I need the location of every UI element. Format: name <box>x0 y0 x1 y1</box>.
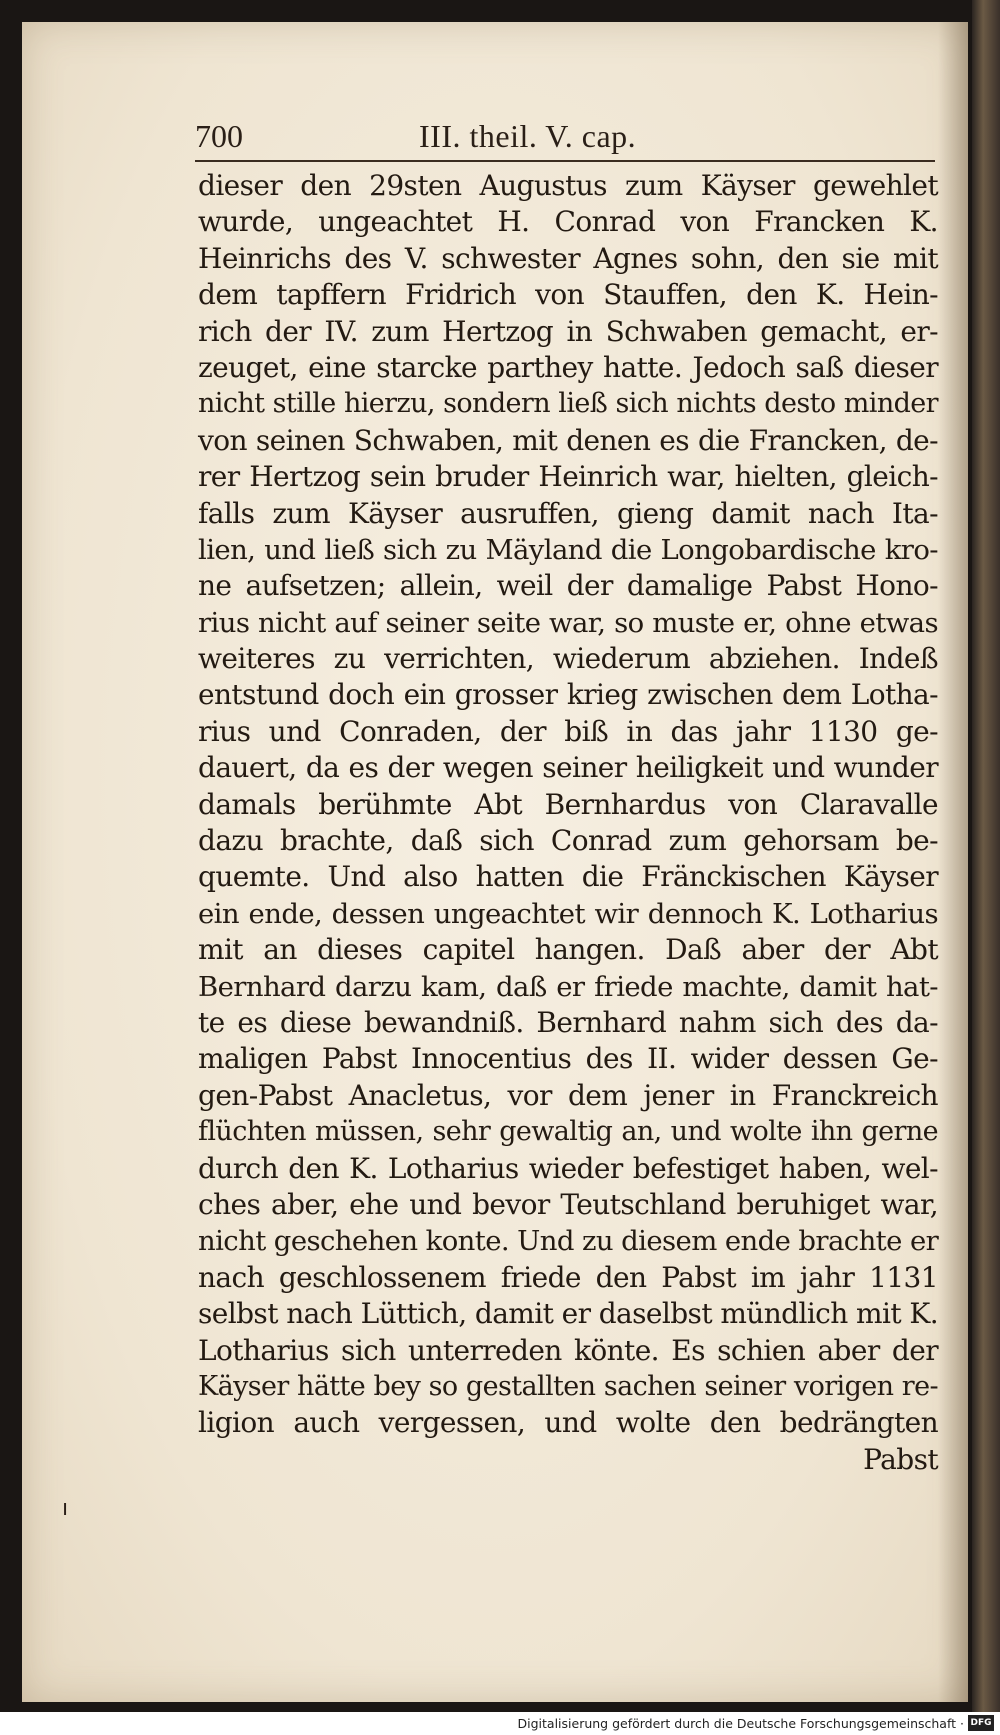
funding-credit: Digitalisierung gefördert durch die Deutsche Forschungsgemeinschaft · <box>517 1716 964 1731</box>
text-line: von seinen Schwaben, mit denen es die Francken, de- <box>198 423 938 457</box>
text-line: te es diese bewandniß. Bernhard nahm sich des da- <box>198 1005 938 1039</box>
body-text <box>198 168 938 1478</box>
page-gutter-shade <box>938 22 968 1702</box>
book-page-edge <box>972 0 1000 1712</box>
text-line: Heinrichs des V. schwester Agnes sohn, den sie mit <box>198 241 938 275</box>
catchword: Pabst <box>863 1442 938 1476</box>
text-line: zeuget, eine starcke parthey hatte. Jedoch saß dieser <box>198 350 938 384</box>
text-line: ein ende, dessen ungeachtet wir dennoch K. Lotharius <box>198 897 938 930</box>
text-line: Lotharius sich unterreden könte. Es schien aber der <box>198 1333 938 1367</box>
running-head: III. theil. V. cap. <box>419 118 637 154</box>
footer-bar <box>0 1712 1000 1735</box>
text-line: rich der IV. zum Hertzog in Schwaben gemacht, er- <box>198 314 938 348</box>
text-line: nicht geschehen konte. Und zu diesem ende brachte er <box>198 1225 939 1258</box>
margin-mark: ı <box>62 1496 69 1521</box>
header-rule <box>195 160 935 162</box>
page-number: 700 <box>195 118 243 154</box>
text-line: Bernhard darzu kam, daß er friede machte, damit hat- <box>198 970 938 1003</box>
text-line: dazu brachte, daß sich Conrad zum gehorsam be- <box>198 824 938 858</box>
text-line: ches aber, ehe und bevor Teutschland beruhiget war, <box>198 1187 938 1221</box>
text-line: ligion auch vergessen, und wolte den bedrängten <box>198 1406 938 1440</box>
text-line: nicht stille hierzu, sondern ließ sich nichts desto minder <box>198 388 938 420</box>
text-line: quemte. Und also hatten die Fränckischen Käyser <box>198 860 938 894</box>
text-line: maligen Pabst Innocentius des II. wider dessen Ge- <box>198 1042 938 1076</box>
dfg-logo: DFG <box>968 1715 994 1731</box>
text-line: durch den K. Lotharius wieder befestiget haben, wel- <box>198 1151 938 1185</box>
text-line: wurde, ungeachtet H. Conrad von Francken K. <box>198 205 938 239</box>
text-line: damals berühmte Abt Bernhardus von Claravalle <box>198 787 938 821</box>
text-line: weiteres zu verrichten, wiederum abziehen. Indeß <box>198 642 938 676</box>
text-line: rius und Conraden, der biß in das jahr 1130 ge- <box>198 714 938 748</box>
text-line: dieser den 29sten Augustus zum Käyser gewehlet <box>198 169 938 202</box>
text-line: falls zum Käyser ausruffen, gieng damit nach Ita- <box>198 496 938 530</box>
text-line: selbst nach Lüttich, damit er daselbst mündlich mit K. <box>198 1297 938 1331</box>
text-line: rius nicht auf seiner seite war, so muste er, ohne etwas <box>198 606 938 639</box>
page-header <box>195 118 935 158</box>
text-line: nach geschlossenem friede den Pabst im jahr 1131 <box>198 1260 938 1294</box>
text-line: rer Hertzog sein bruder Heinrich war, hielten, gleich- <box>198 460 938 494</box>
text-line: Käyser hätte bey so gestallten sachen seiner vorigen re- <box>198 1370 938 1402</box>
text-line: lien, und ließ sich zu Mäyland die Longobardische kro- <box>198 533 938 566</box>
text-line: mit an dieses capitel hangen. Daß aber der Abt <box>198 933 938 967</box>
text-line: gen-Pabst Anacletus, vor dem jener in Franckreich <box>198 1078 938 1112</box>
text-line: dem tapffern Fridrich von Stauffen, den K. Hein- <box>198 278 938 312</box>
text-line: ne aufsetzen; allein, weil der damalige Pabst Hono- <box>198 569 938 603</box>
text-line: entstund doch ein grosser krieg zwischen dem Lotha- <box>198 678 938 712</box>
text-line: dauert, da es der wegen seiner heiligkeit und wunder <box>198 751 938 785</box>
text-line: flüchten müssen, sehr gewaltig an, und wolte ihn gerne <box>198 1116 938 1148</box>
